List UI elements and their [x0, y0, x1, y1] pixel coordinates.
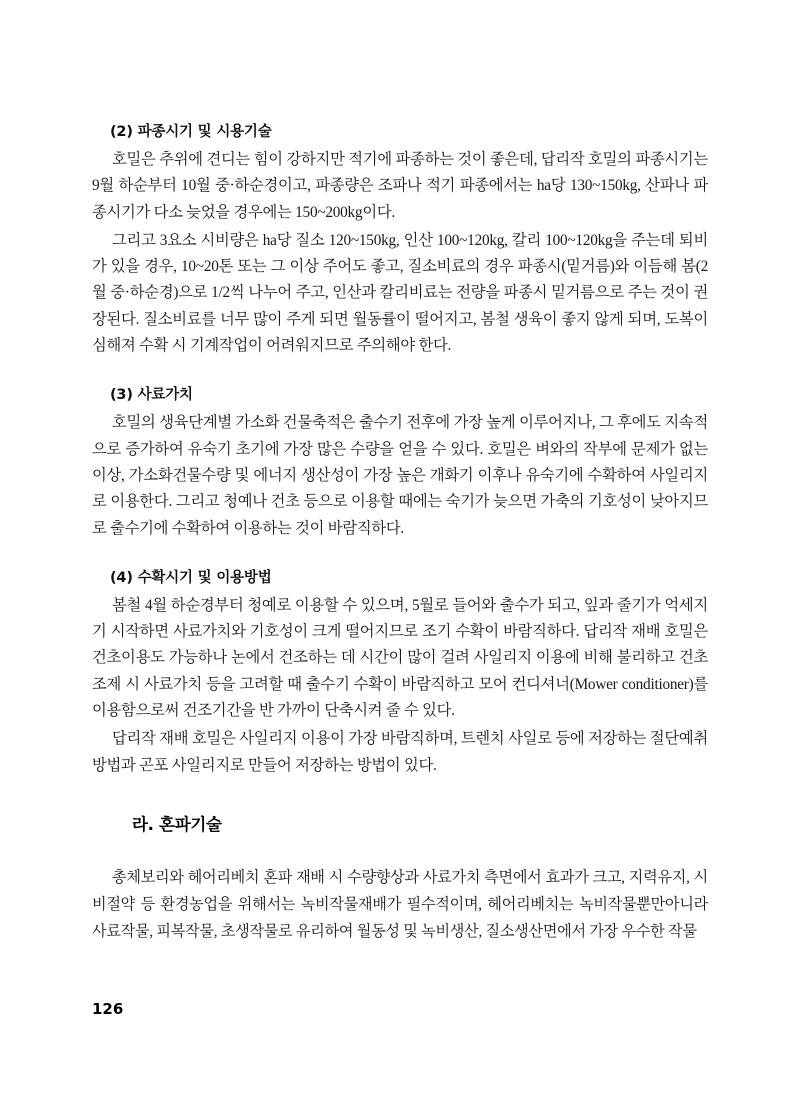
section-heading-2: (2) 파종시기 및 시용기술 [110, 124, 272, 140]
paragraph: 봄철 4월 하순경부터 청예로 이용할 수 있으며, 5월로 들어와 출수가 되고, 잎과 줄기가 억세지기 시작하면 사료가치와 기호성이 크게 떨어지므로 조기 수확이 바람직하다. 답리작 재배 호밀은 건초이용도 가능하나 논에서 건조하는 데 시간이 많이 걸려 사일리지 이용에 비해 불리하고 건초 조제 시 사료가치 등을 고려할 때 출수기 수확이 바람직하고 모어 컨디셔너(Mower conditioner)를 이용함으로써 건조기간을 반 가까이 단축시켜 줄 수 있다. [92, 596, 708, 720]
major-section-heading: 라. 혼파기술 [132, 814, 222, 834]
spacer [92, 781, 708, 811]
spacer [92, 835, 708, 865]
paragraph: 호밀은 추위에 견디는 힘이 강하지만 적기에 파종하는 것이 좋은데, 답리작 호밀의 파종시기는 9월 하순부터 10월 중·하순경이고, 파종량은 조파나 적기 파종에서는 ha당 130~150kg, 산파나 파종시기가 다소 늦었을 경우에는 150~200kg이다. [92, 151, 708, 221]
paragraph: 답리작 재배 호밀은 사일리지 이용이 가장 바람직하며, 트렌치 사일로 등에 저장하는 절단예취 방법과 곤포 사일리지로 만들어 저장하는 방법이 있다. [92, 730, 708, 774]
section-heading-4: (4) 수확시기 및 이용방법 [110, 569, 272, 586]
section-2 [92, 120, 708, 359]
paragraph: 그리고 3요소 시비량은 ha당 질소 120~150kg, 인산 100~120kg, 칼리 100~120kg을 주는데 퇴비가 있을 경우, 10~20톤 또는 그 이상 주어도 좋고, 질소비료의 경우 파종시(밑거름)와 이듬해 봄(2월 중·하순경)으로 1/2씩 나누어 주고, 인산과 칼리비료는 전량을 파종시 밑거름으로 주는 것이 권장된다. 질소비료를 너무 많이 주게 되면 월동률이 떨어지고, 봄철 생육이 좋지 않게 되며, 도복이 심해져 수확 시 기계작업이 어려워지므로 주의해야 한다. [92, 231, 708, 355]
section-3 [92, 383, 708, 541]
paragraph: 호밀의 생육단계별 가소화 건물축적은 출수기 전후에 가장 높게 이루어지나, 그 후에도 지속적으로 증가하여 유숙기 초기에 가장 많은 수량을 얻을 수 있다. 호밀은 벼와의 작부에 문제가 없는 이상, 가소화건물수량 및 에너지 생산성이 가장 높은 개화기 이후나 유숙기에 수확하여 사일리지로 이용한다. 그리고 청예나 건초 등으로 이용할 때에는 숙기가 늦으면 가축의 기호성이 낮아지므로 출수기에 수확하여 이용하는 것이 바람직하다. [92, 414, 708, 537]
section-heading-3: (3) 사료가치 [110, 387, 193, 404]
paragraph: 총체보리와 헤어리베치 혼파 재배 시 수량향상과 사료가치 측면에서 효과가 크고, 지력유지, 시비절약 등 환경농업을 위해서는 녹비작물재배가 필수적이며, 헤어리베치는 녹비작물뿐만아니라 사료작물, 피복작물, 초생작물로 유리하여 월동성 및 녹비생산, 질소생산면에서 가장 우수한 작물 [92, 869, 708, 940]
spacer [92, 361, 708, 383]
page-number: 126 [92, 1000, 124, 1018]
section-4 [92, 566, 708, 779]
spacer [92, 544, 708, 566]
major-section-body [92, 865, 708, 946]
